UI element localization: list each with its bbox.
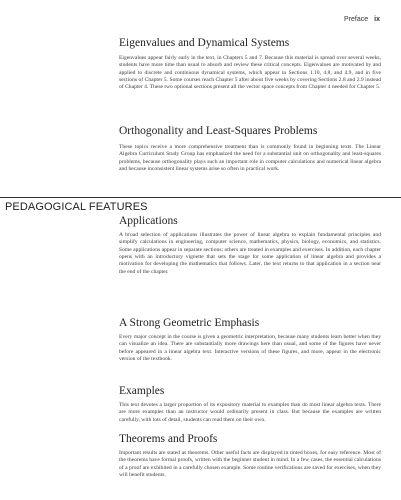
paragraph-geometric: Every major concept in the course is given a geometric interpretation, because many students learn better when they can visualize an idea. There are substantially more drawings here than usual, and some of the figures have never before appeared in a linear algebra text. Interactive versions of these figures, and more, appear in the electronic version of the textbook. bbox=[119, 334, 381, 363]
feature-examples bbox=[119, 385, 381, 424]
paragraph-examples: This text devotes a larger proportion of its expository material to examples than do most linear algebra texts. There are more examples than an instructor would ordinarily present in class. But because the examples are written carefully, with lots of detail, students can read them on their own. bbox=[119, 402, 381, 423]
paragraph-theorems: Important results are stated as theorems. Other useful facts are displayed in tinted boxes, for easy reference. Most of the theorems have formal proofs, written with the beginner student in mind. In a few cases, the essential calculations of a proof are exhibited in a carefully chosen example. Some routine verifications are saved for exercises, when they will benefit students. bbox=[119, 450, 381, 479]
paragraph-orthogonality: These topics receive a more comprehensive treatment than is commonly found in beginning texts. The Linear Algebra Curriculum Study Group has emphasized the need for a substantial unit on orthogonality and least-squares problems, because orthogonality plays such an important role in computer calculations and numerical linear algebra and because inconsistent linear systems arise so often in practical work. bbox=[119, 144, 381, 173]
section-title: PEDAGOGICAL FEATURES bbox=[5, 201, 148, 213]
feature-geometric bbox=[119, 317, 381, 363]
feature-theorems bbox=[119, 433, 381, 479]
paragraph-eigenvalues: Eigenvalues appear fairly early in the text, in Chapters 5 and 7. Because this material is spread over several weeks, students have more time than usual to absorb and review these critical concepts. Eigenvalues are motivated by and applied to discrete and continuous dynamical systems, which appear in Sections 1.10, 4.8, and 4.9, and in five sections of Chapter 5. Some courses reach Chapter 5 after about five weeks by covering Sections 2.8 and 2.9 instead of Chapter 4. These two optional sections present all the vector space concepts from Chapter 4 needed for Chapter 5. bbox=[119, 55, 381, 91]
heading-eigenvalues: Eigenvalues and Dynamical Systems bbox=[119, 37, 290, 49]
paragraph-applications: A broad selection of applications illustrates the power of linear algebra to explain fundamental principles and simplify calculations in engineering, computer science, mathematics, physics, biology, economics, and statistics. Some applications appear in separate sections; others are treated in examples and exercises. In addition, each chapter opens with an introductory vignette that sets the stage for some application of linear algebra and provides a motivation for developing the mathematics that follows. Later, the text returns to that application in a section near the end of the chapter. bbox=[119, 232, 381, 275]
block-orthogonality bbox=[119, 125, 381, 173]
heading-theorems: Theorems and Proofs bbox=[119, 433, 218, 445]
feature-applications bbox=[119, 215, 381, 276]
section-rule bbox=[0, 197, 401, 198]
block-eigenvalues bbox=[119, 37, 381, 92]
heading-examples: Examples bbox=[119, 385, 165, 397]
heading-geometric: A Strong Geometric Emphasis bbox=[119, 317, 260, 329]
heading-orthogonality: Orthogonality and Least-Squares Problems bbox=[119, 125, 318, 137]
heading-applications: Applications bbox=[119, 215, 178, 227]
running-header-section: Preface bbox=[344, 16, 369, 23]
page-number: ix bbox=[374, 16, 380, 23]
running-header bbox=[344, 16, 380, 23]
